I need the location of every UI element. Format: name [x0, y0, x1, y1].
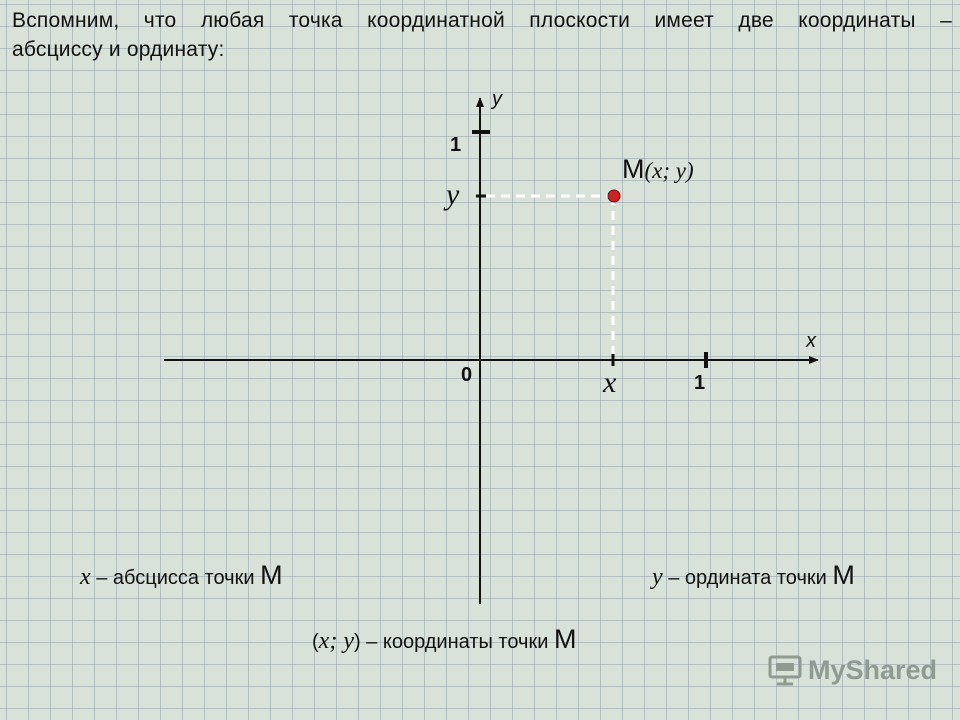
abscissa-point: M	[260, 560, 283, 590]
ordinate-caption	[652, 560, 855, 591]
coordinates-var: x; y	[318, 628, 354, 654]
y-unit-label: 1	[450, 134, 462, 156]
y-value-label: y	[446, 178, 460, 211]
origin-label: 0	[461, 364, 473, 386]
point-m-name: M	[622, 154, 645, 184]
abscissa-caption	[80, 560, 283, 591]
coordinates-open: (	[312, 631, 319, 653]
y-axis-label: y	[492, 88, 502, 110]
intro-line-1: Вспомним, что любая точка координатной плоскости имеет две координаты –	[12, 9, 952, 32]
intro-line-2: абсциссу и ординату:	[12, 38, 225, 61]
watermark-text: MyShared	[808, 654, 938, 685]
abscissa-var: x	[80, 564, 91, 590]
projector-screen-icon	[768, 654, 802, 686]
ordinate-var: y	[652, 564, 663, 590]
x-axis-label: x	[806, 330, 816, 352]
point-m-coords: (x; y)	[644, 158, 694, 183]
x-unit-label: 1	[694, 372, 706, 394]
point-m	[608, 190, 620, 202]
coordinates-caption	[312, 624, 576, 655]
watermark-logo	[768, 654, 937, 686]
ordinate-point: M	[832, 560, 855, 590]
point-m-label	[622, 154, 694, 185]
coordinates-text: ) – координаты точки	[353, 631, 554, 653]
coordinates-point: M	[553, 624, 577, 654]
abscissa-text: – абсцисса точки	[90, 567, 261, 589]
x-value-label: x	[603, 366, 617, 399]
ordinate-text: – ордината точки	[662, 567, 833, 589]
